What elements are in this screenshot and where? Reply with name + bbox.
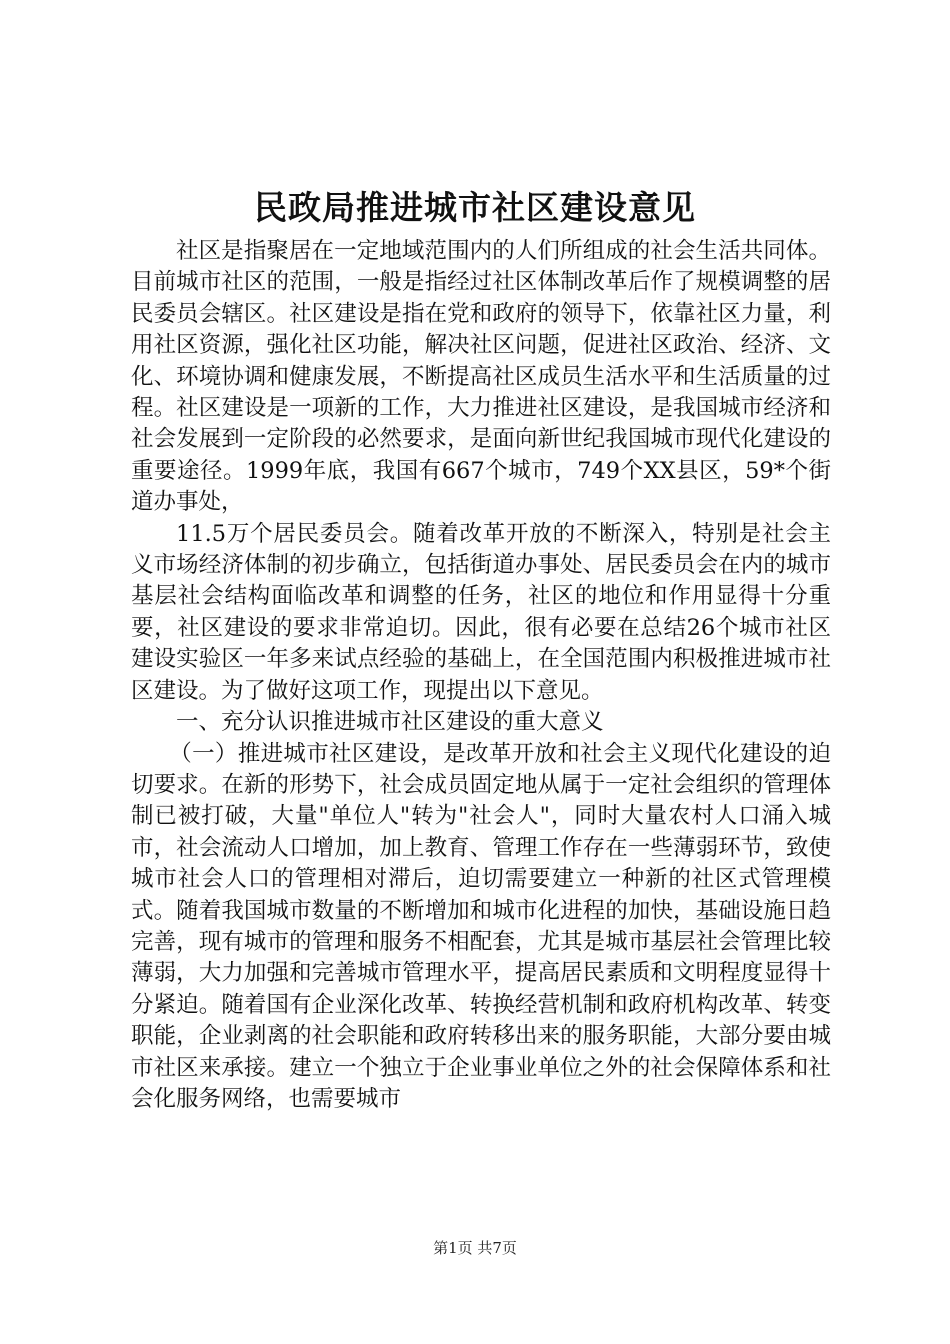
document-body — [131, 236, 831, 1115]
paragraph-residents-committees: 11.5万个居民委员会。随着改革开放的不断深入，特别是社会主义市场经济体制的初步确立，包括街道办事处、居民委员会在内的城市基层社会结构面临改革和调整的任务，社区的地位和作用显得十分重要，社区建设的要求非常迫切。因此，很有必要在总结26个城市社区建设实验区一年多来试点经验的基础上，在全国范围内积极推进城市社区建设。为了做好这项工作，现提出以下意见。 — [131, 520, 831, 704]
paragraph-subsection-1: （一）推进城市社区建设，是改革开放和社会主义现代化建设的迫切要求。在新的形势下，社会成员固定地从属于一定社会组织的管理体制已被打破，大量"单位人"转为"社会人"，同时大量农村人口涌入城市，社会流动人口增加，加上教育、管理工作存在一些薄弱环节，致使城市社会人口的管理相对滞后，迫切需要建立一种新的社区式管理模式。随着我国城市数量的不断增加和城市化进程的加快，基础设施日趋完善，现有城市的管理和服务不相配套，尤其是城市基层社会管理比较薄弱，大力加强和完善城市管理水平，提高居民素质和文明程度显得十分紧迫。随着国有企业深化改革、转换经营机制和政府机构改革、转变职能，企业剥离的社会职能和政府转移出来的服务职能，大部分要由城市社区来承接。建立一个独立于企业事业单位之外的社会保障体系和社会化服务网络，也需要城市 — [131, 740, 831, 1112]
document-title: 民政局推进城市社区建设意见 — [254, 188, 696, 227]
section-heading-1: 一、充分认识推进城市社区建设的重大意义 — [176, 709, 604, 736]
page-number-footer: 第1页 共7页 — [433, 1239, 517, 1257]
paragraph-intro: 社区是指聚居在一定地域范围内的人们所组成的社会生活共同体。目前城市社区的范围，一般是指经过社区体制改革后作了规模调整的居民委员会辖区。社区建设是指在党和政府的领导下，依靠社区力量，利用社区资源，强化社区功能，解决社区问题，促进社区政治、经济、文化、环境协调和健康发展，不断提高社区成员生活水平和生活质量的过程。社区建设是一项新的工作，大力推进社区建设，是我国城市经济和社会发展到一定阶段的必然要求，是面向新世纪我国城市现代化建设的重要途径。1999年底，我国有667个城市，749个XX县区，59*个街道办事处， — [131, 238, 831, 516]
